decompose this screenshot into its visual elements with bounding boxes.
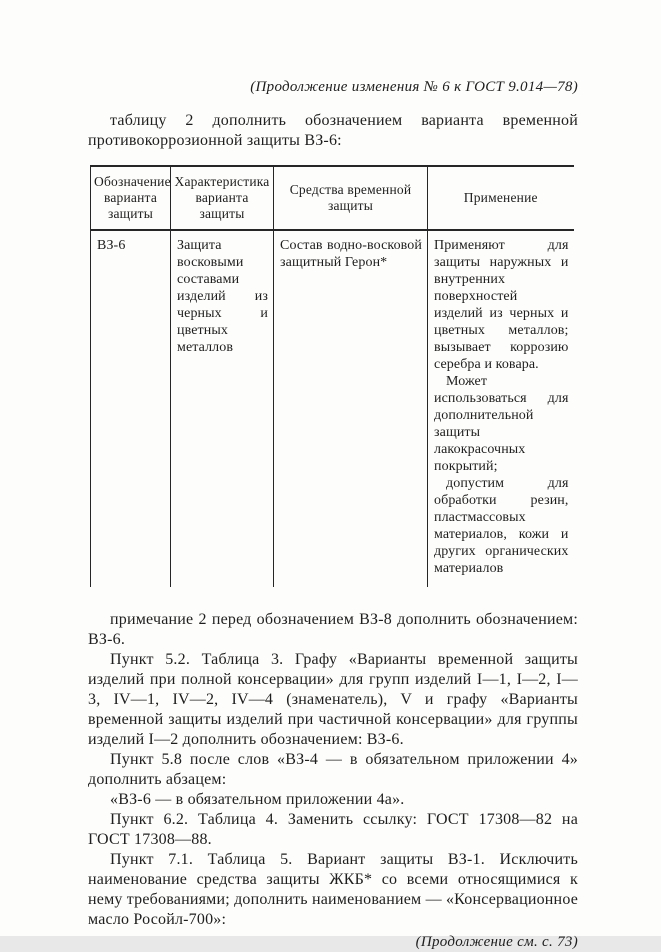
amendment-paragraph-punkt-5-2: Пункт 5.2. Таблица 3. Графу «Варианты временной защиты изделий при полной консервации» для групп изделий I—1, I—2, I—3, IV—1, IV—2, IV—4 (знаменатель), V и графу «Варианты временной защиты изделий при частичной консервации» для группы изделий I—2 дополнить обозначением: ВЗ-6. [88, 651, 578, 748]
amendment-paragraph-note2: примечание 2 перед обозначением ВЗ-8 дополнить обозначением: ВЗ-6. [88, 611, 578, 648]
intro-paragraph: таблицу 2 дополнить обозначением варианта временной противокоррозионной защиты ВЗ-6: [88, 112, 578, 149]
amendment-paragraph-vz6-annex: «ВЗ-6 — в обязательном приложении 4а». [110, 791, 405, 808]
continuation-footer-note: (Продолжение см. с. 73) [415, 934, 578, 950]
amendment-paragraphs [88, 610, 578, 930]
cell-characteristic: Защита восковыми составами изделий из черных и цветных металлов [171, 230, 274, 587]
cell-designation: ВЗ-6 [91, 230, 171, 587]
column-header-designation: Обозначение варианта защиты [91, 166, 171, 230]
cell-means: Состав водно-восковой защитный Герон* [274, 230, 428, 587]
amendment-paragraph-punkt-7-1: Пункт 7.1. Таблица 5. Вариант защиты ВЗ-1. Исключить наименование средства защиты ЖКБ* со всеми относящимися к нему требованиями; дополнить наименованием — «Консервационное масло Росойл-700»: [88, 851, 579, 928]
application-paragraph-2: Может использоваться для дополнительной защиты лакокрасочных покрытий; [434, 374, 569, 474]
application-paragraph-3: допустим для обработки резин, пластмассовых материалов, кожи и других органических материалов [434, 476, 569, 576]
application-paragraph-1: Применяют для защиты наружных и внутренних поверхностей изделий из черных и цветных металлов; вызывает коррозию серебра и ковара. [434, 238, 569, 372]
amendment-paragraph-punkt-6-2: Пункт 6.2. Таблица 4. Заменить ссылку: ГОСТ 17308—82 на ГОСТ 17308—88. [88, 811, 578, 848]
table-header-row [91, 166, 574, 230]
continuation-header-note: (Продолжение изменения № 6 к ГОСТ 9.014—78) [250, 79, 578, 95]
protection-variant-table [90, 165, 574, 587]
amendment-paragraph-punkt-5-8: Пункт 5.8 после слов «ВЗ-4 — в обязательном приложении 4» дополнить абзацем: [88, 751, 578, 788]
column-header-application: Применение [428, 166, 574, 230]
page-content [88, 78, 578, 952]
column-header-means: Средства временной защиты [274, 166, 428, 230]
column-header-characteristic: Характеристика варианта защиты [171, 166, 274, 230]
cell-application [428, 230, 574, 587]
table-row [91, 230, 574, 587]
